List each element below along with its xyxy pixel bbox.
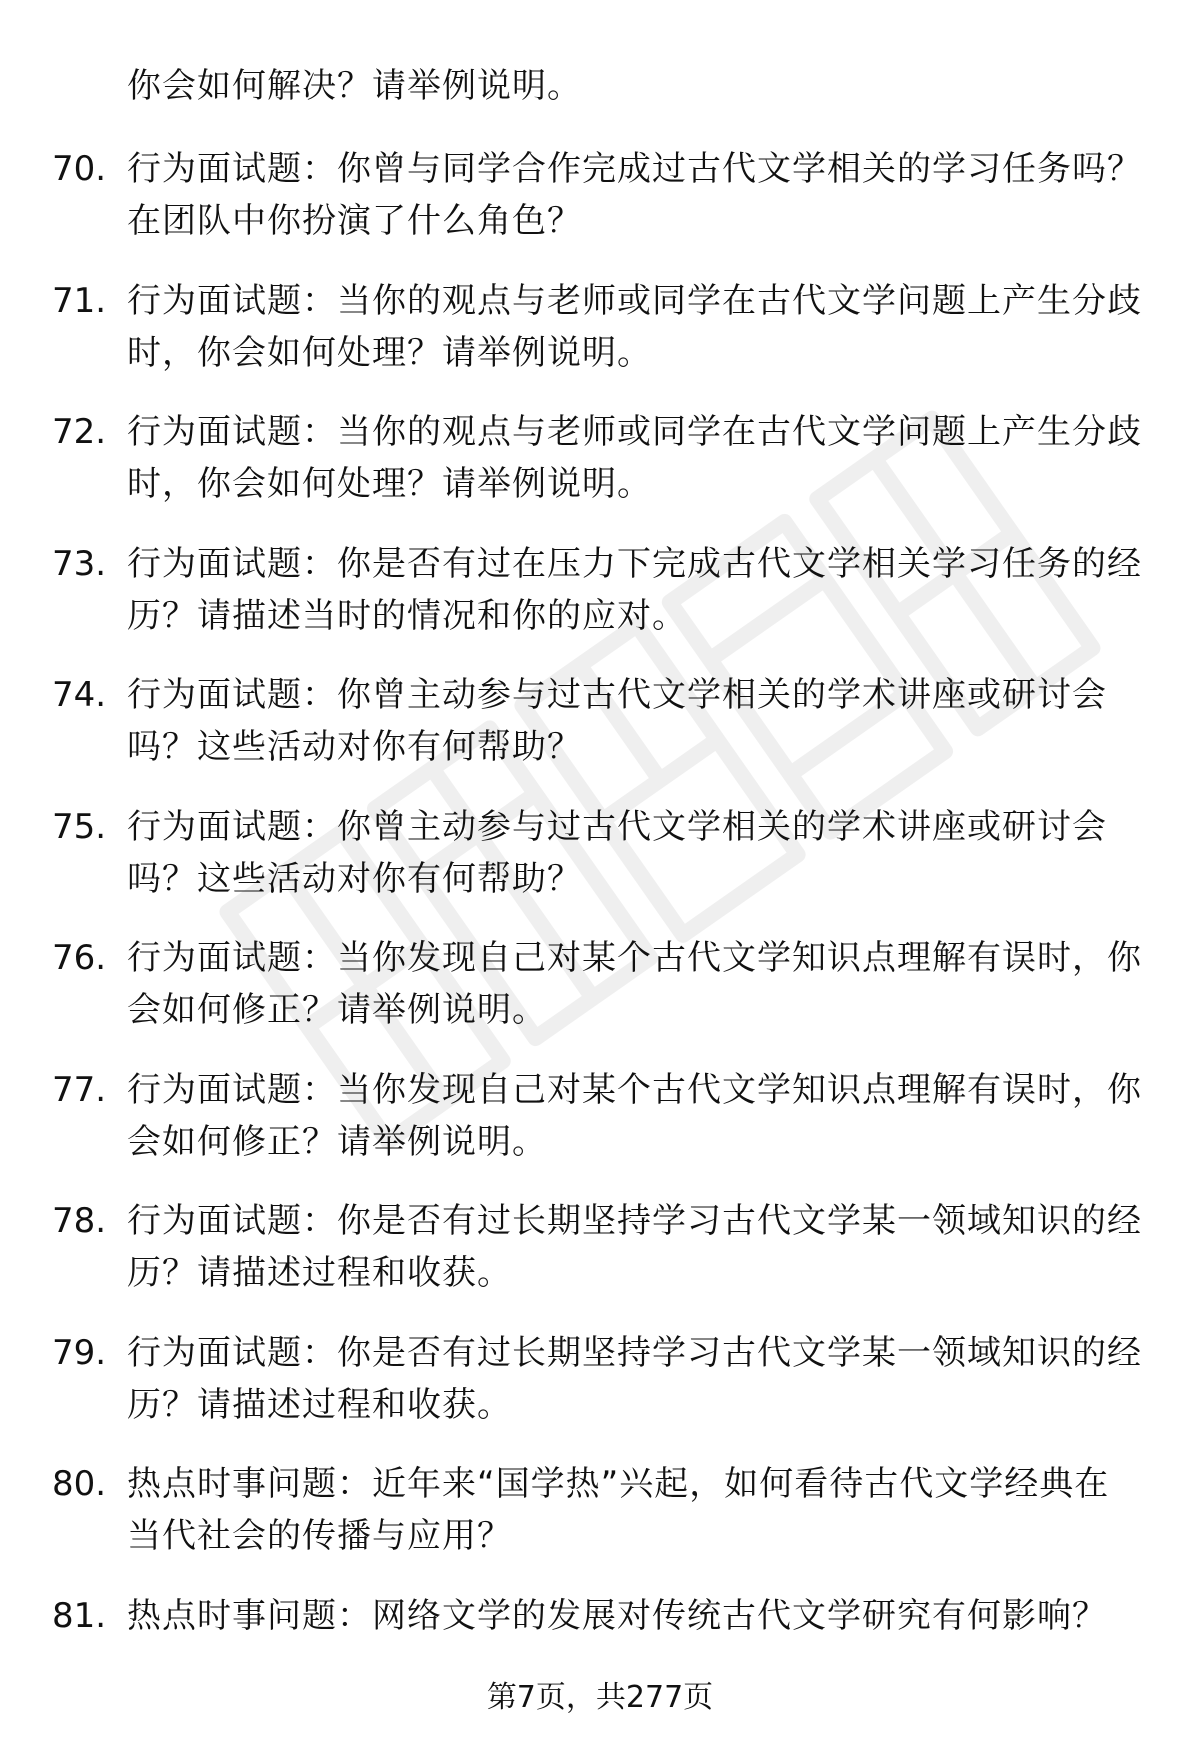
question-number: 79. — [52, 1332, 107, 1373]
question-item — [0, 1195, 1200, 1327]
question-text: 行为面试题：你是否有过长期坚持学习古代文学某一领域知识的经历？请描述过程和收获。 — [127, 1201, 1142, 1293]
question-text: 行为面试题：你是否有过在压力下完成古代文学相关学习任务的经历？请描述当时的情况和你的应对。 — [127, 543, 1142, 636]
page-number-footer: 第7页，共277页 — [486, 1680, 714, 1715]
question-item — [0, 406, 1200, 538]
question-text: 热点时事问题：网络文学的发展对传统古代文学研究有何影响？ — [127, 1595, 1107, 1636]
question-text: 行为面试题：你曾主动参与过古代文学相关的学术讲座或研讨会吗？这些活动对你有何帮助？ — [127, 806, 1107, 899]
question-number: 77. — [52, 1069, 107, 1110]
question-item — [0, 538, 1200, 670]
question-number: 75. — [52, 806, 107, 847]
question-item — [0, 1327, 1200, 1459]
question-list — [0, 143, 1200, 1721]
question-number: 81. — [52, 1595, 107, 1636]
question-text: 行为面试题：当你发现自己对某个古代文学知识点理解有误时，你会如何修正？请举例说明。 — [127, 1069, 1142, 1162]
question-item — [0, 1458, 1200, 1590]
question-item — [0, 143, 1200, 275]
question-number: 71. — [52, 280, 107, 321]
question-item — [0, 669, 1200, 801]
question-text: 行为面试题：当你的观点与老师或同学在古代文学问题上产生分歧时，你会如何处理？请举例说明。 — [127, 280, 1142, 373]
question-item — [0, 275, 1200, 407]
question-number: 78. — [52, 1201, 107, 1241]
question-text: 行为面试题：当你发现自己对某个古代文学知识点理解有误时，你会如何修正？请举例说明。 — [127, 938, 1142, 1030]
question-number: 76. — [52, 938, 107, 978]
question-text: 热点时事问题：近年来“国学热”兴起，如何看待古代文学经典在当代社会的传播与应用？ — [127, 1464, 1110, 1556]
question-number: 80. — [52, 1464, 107, 1504]
question-item — [0, 932, 1200, 1064]
question-number: 72. — [52, 412, 107, 452]
question-number: 73. — [52, 543, 107, 584]
question-text: 行为面试题：你是否有过长期坚持学习古代文学某一领域知识的经历？请描述过程和收获。 — [127, 1332, 1142, 1425]
question-text: 行为面试题：你曾主动参与过古代文学相关的学术讲座或研讨会吗？这些活动对你有何帮助？ — [127, 675, 1107, 767]
question-item — [0, 801, 1200, 933]
continued-question-text: 你会如何解决？请举例说明。 — [127, 66, 582, 106]
question-text: 行为面试题：当你的观点与老师或同学在古代文学问题上产生分歧时，你会如何处理？请举例说明。 — [127, 412, 1142, 504]
question-number: 74. — [52, 675, 107, 715]
question-item — [0, 1064, 1200, 1196]
question-text: 行为面试题：你曾与同学合作完成过古代文学相关的学习任务吗？在团队中你扮演了什么角色？ — [127, 149, 1142, 241]
question-number: 70. — [52, 149, 107, 189]
